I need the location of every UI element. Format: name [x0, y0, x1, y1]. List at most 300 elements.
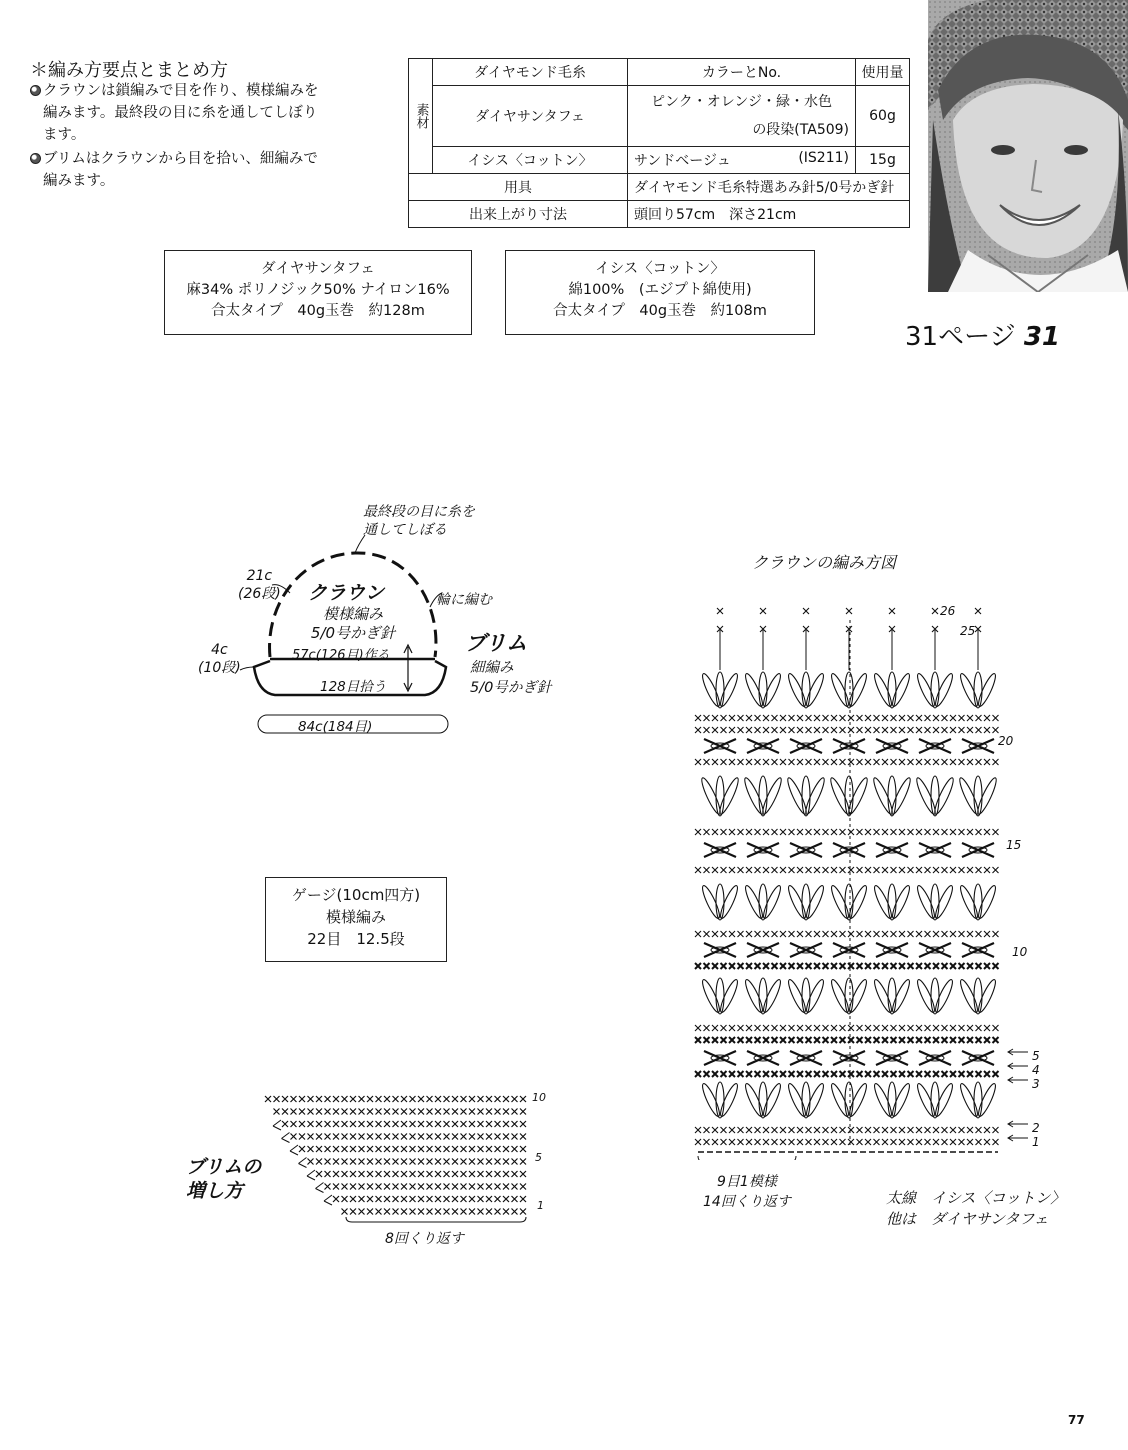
- single-crochet-symbol: [865, 759, 871, 765]
- single-crochet-symbol: [520, 1146, 526, 1152]
- chain-loop-symbol: [804, 978, 826, 1014]
- single-crochet-symbol: [942, 931, 948, 937]
- single-crochet-symbol: [942, 727, 948, 733]
- single-crochet-symbol: [780, 931, 786, 937]
- single-crochet-symbol: [342, 1096, 348, 1102]
- round-note: 輪に編む: [436, 592, 492, 608]
- single-crochet-symbol: [712, 1139, 718, 1145]
- single-crochet-symbol: [848, 1127, 854, 1133]
- title-line: ブリムの: [186, 1156, 262, 1178]
- single-crochet-symbol: [797, 759, 803, 765]
- single-crochet-symbol: [848, 931, 854, 937]
- yarn-name: ダイヤサンタフェ: [261, 261, 375, 277]
- single-crochet-symbol: [342, 1121, 348, 1127]
- chain-loop-symbol: [976, 672, 998, 708]
- single-crochet-symbol: [427, 1121, 433, 1127]
- single-crochet-symbol: [410, 1146, 416, 1152]
- single-crochet-symbol: [308, 1096, 314, 1102]
- single-crochet-symbol: [478, 1121, 484, 1127]
- single-crochet-symbol: [984, 1071, 990, 1077]
- tools-value: ダイヤモンド毛糸特選あみ針5/0号かぎ針: [628, 174, 910, 201]
- single-crochet-symbol: [367, 1171, 373, 1177]
- chain-loop-symbol: [761, 672, 783, 708]
- chain-loop-symbol: [716, 1082, 724, 1118]
- single-crochet-symbol: [823, 931, 829, 937]
- cast-on-label: 57c(126目)作る: [292, 648, 390, 663]
- chain-loop-symbol: [933, 978, 955, 1014]
- chain-loop-symbol: [829, 672, 851, 708]
- single-crochet-symbol: [274, 1109, 280, 1115]
- crown-row-5: 5: [1032, 1049, 1040, 1063]
- single-crochet-symbol: [712, 931, 718, 937]
- increase-symbol: [307, 1170, 315, 1180]
- single-crochet-symbol: [729, 1037, 735, 1043]
- single-crochet-symbol: [721, 1139, 727, 1145]
- crown-chart: [690, 600, 1050, 1160]
- single-crochet-symbol: [367, 1134, 373, 1140]
- single-crochet-symbol: [738, 1037, 744, 1043]
- single-crochet-symbol: [865, 1139, 871, 1145]
- single-crochet-symbol: [359, 1096, 365, 1102]
- single-crochet-symbol: [712, 1127, 718, 1133]
- chain-loop-symbol: [716, 978, 724, 1014]
- single-crochet-symbol: [755, 1139, 761, 1145]
- single-crochet-symbol: [452, 1146, 458, 1152]
- single-crochet-symbol: [384, 1196, 390, 1202]
- single-crochet-symbol: [874, 727, 880, 733]
- single-crochet-symbol: [393, 1134, 399, 1140]
- single-crochet-symbol: [882, 867, 888, 873]
- single-crochet-symbol: [520, 1171, 526, 1177]
- single-crochet-symbol: [840, 1025, 846, 1031]
- single-crochet-symbol: [495, 1209, 501, 1215]
- single-crochet-symbol: [763, 1139, 769, 1145]
- single-crochet-symbol: [959, 727, 965, 733]
- single-crochet-symbol: [925, 759, 931, 765]
- single-crochet-symbol: [823, 867, 829, 873]
- single-crochet-symbol: [695, 1139, 701, 1145]
- single-crochet-symbol: [721, 759, 727, 765]
- crown-hook: 5/0号かぎ針: [310, 624, 396, 642]
- single-crochet-symbol: [746, 727, 752, 733]
- single-crochet-symbol: [908, 759, 914, 765]
- single-crochet-symbol: [874, 1037, 880, 1043]
- single-crochet-symbol: [814, 1071, 820, 1077]
- single-crochet-symbol: [359, 1121, 365, 1127]
- single-crochet-symbol: [925, 1127, 931, 1133]
- single-crochet-symbol: [712, 829, 718, 835]
- single-crochet-symbol: [814, 1037, 820, 1043]
- single-crochet-symbol: [503, 1109, 509, 1115]
- chain-loop-symbol: [888, 884, 896, 920]
- single-crochet-symbol: [840, 1071, 846, 1077]
- crown-row-10: 10: [1012, 945, 1028, 959]
- single-crochet-symbol: [427, 1134, 433, 1140]
- single-crochet-symbol: [410, 1121, 416, 1127]
- single-crochet-symbol: [755, 1071, 761, 1077]
- single-crochet-symbol: [461, 1209, 467, 1215]
- single-crochet-symbol: [840, 727, 846, 733]
- single-crochet-symbol: [444, 1159, 450, 1165]
- single-crochet-symbol: [410, 1096, 416, 1102]
- chain-loop-symbol: [847, 672, 869, 708]
- single-crochet-symbol: [452, 1121, 458, 1127]
- single-crochet-symbol: [512, 1121, 518, 1127]
- single-crochet-symbol: [746, 867, 752, 873]
- gauge-values: 22目 12.5段: [307, 930, 405, 948]
- single-crochet-symbol: [393, 1121, 399, 1127]
- single-crochet-symbol: [772, 963, 778, 969]
- single-crochet-symbol: [891, 1071, 897, 1077]
- single-crochet-symbol: [704, 1139, 710, 1145]
- chain-loop-symbol: [933, 884, 955, 920]
- single-crochet-symbol: [916, 1025, 922, 1031]
- single-crochet-symbol: [763, 963, 769, 969]
- single-crochet-symbol: [942, 1037, 948, 1043]
- single-crochet-symbol: [410, 1209, 416, 1215]
- single-crochet-symbol: [503, 1209, 509, 1215]
- single-crochet-symbol: [976, 1025, 982, 1031]
- single-crochet-symbol: [512, 1146, 518, 1152]
- instruction-line: クラウンは鎖編みで目を作り、模様編みを: [43, 83, 319, 99]
- single-crochet-symbol: [925, 931, 931, 937]
- single-crochet-symbol: [325, 1146, 331, 1152]
- single-crochet-symbol: [797, 727, 803, 733]
- single-crochet-symbol: [857, 867, 863, 873]
- crown-row-15: 15: [1006, 838, 1022, 852]
- single-crochet-symbol: [755, 1127, 761, 1133]
- single-crochet-symbol: [908, 963, 914, 969]
- single-crochet-symbol: [333, 1196, 339, 1202]
- single-crochet-symbol: [503, 1184, 509, 1190]
- single-crochet-symbol: [746, 715, 752, 721]
- single-crochet-symbol: [308, 1159, 314, 1165]
- cross-stitch-symbol: [962, 843, 994, 857]
- brim-width-label: 84c(184目): [298, 719, 373, 735]
- single-crochet-symbol: [789, 1071, 795, 1077]
- single-crochet-symbol: [908, 727, 914, 733]
- single-crochet-symbol: [942, 829, 948, 835]
- instructions-title: ＊編み方要点とまとめ方: [30, 60, 228, 81]
- single-crochet-symbol: [444, 1146, 450, 1152]
- single-crochet-symbol: [797, 867, 803, 873]
- single-crochet-symbol: [823, 1127, 829, 1133]
- brim-height: 4c: [211, 642, 228, 658]
- single-crochet-symbol: [925, 1025, 931, 1031]
- chain-loop-symbol: [890, 978, 912, 1014]
- single-crochet-symbol: [806, 829, 812, 835]
- single-crochet-symbol: [704, 867, 710, 873]
- single-crochet-symbol: [712, 1037, 718, 1043]
- single-crochet-symbol: [831, 759, 837, 765]
- single-crochet-symbol: [452, 1196, 458, 1202]
- single-crochet-symbol: [316, 1171, 322, 1177]
- single-crochet-symbol: [797, 715, 803, 721]
- single-crochet-symbol: [401, 1134, 407, 1140]
- single-crochet-symbol: [823, 829, 829, 835]
- chain-loop-symbol: [743, 1082, 765, 1118]
- single-crochet-symbol: [806, 1071, 812, 1077]
- single-crochet-symbol: [401, 1196, 407, 1202]
- single-crochet-symbol: [780, 1139, 786, 1145]
- single-crochet-symbol: [916, 867, 922, 873]
- single-crochet-symbol: [695, 1127, 701, 1133]
- note-cinch: [363, 503, 475, 539]
- single-crochet-symbol: [925, 715, 931, 721]
- single-crochet-symbol: [435, 1146, 441, 1152]
- single-crochet-symbol: [975, 608, 981, 614]
- single-crochet-symbol: [831, 1025, 837, 1031]
- single-crochet-symbol: [444, 1121, 450, 1127]
- single-crochet-symbol: [814, 727, 820, 733]
- single-crochet-symbol: [738, 715, 744, 721]
- single-crochet-symbol: [410, 1134, 416, 1140]
- single-crochet-symbol: [333, 1171, 339, 1177]
- single-crochet-symbol: [916, 715, 922, 721]
- crown-row-2: 2: [1032, 1121, 1040, 1135]
- single-crochet-symbol: [891, 759, 897, 765]
- single-crochet-symbol: [495, 1096, 501, 1102]
- single-crochet-symbol: [359, 1196, 365, 1202]
- single-crochet-symbol: [763, 727, 769, 733]
- single-crochet-symbol: [959, 963, 965, 969]
- single-crochet-symbol: [984, 727, 990, 733]
- cross-stitch-symbol: [919, 739, 951, 753]
- single-crochet-symbol: [291, 1121, 297, 1127]
- model-photo: [928, 0, 1128, 292]
- single-crochet-symbol: [461, 1184, 467, 1190]
- single-crochet-symbol: [814, 1139, 820, 1145]
- single-crochet-symbol: [857, 1139, 863, 1145]
- single-crochet-symbol: [512, 1184, 518, 1190]
- brim-hook: 5/0号かぎ針: [470, 680, 552, 696]
- single-crochet-symbol: [908, 829, 914, 835]
- single-crochet-symbol: [384, 1146, 390, 1152]
- single-crochet-symbol: [908, 1127, 914, 1133]
- single-crochet-symbol: [401, 1171, 407, 1177]
- single-crochet-symbol: [993, 1127, 999, 1133]
- single-crochet-symbol: [882, 829, 888, 835]
- single-crochet-symbol: [993, 1139, 999, 1145]
- single-crochet-symbol: [729, 1139, 735, 1145]
- single-crochet-symbol: [891, 963, 897, 969]
- single-crochet-symbol: [401, 1209, 407, 1215]
- single-crochet-symbol: [721, 963, 727, 969]
- single-crochet-symbol: [763, 759, 769, 765]
- single-crochet-symbol: [299, 1146, 305, 1152]
- header-amount: 使用量: [856, 59, 910, 86]
- single-crochet-symbol: [789, 829, 795, 835]
- single-crochet-symbol: [333, 1096, 339, 1102]
- single-crochet-symbol: [916, 1139, 922, 1145]
- single-crochet-symbol: [908, 1139, 914, 1145]
- instruction-crown: [30, 80, 319, 146]
- gauge-stitch: 模様編み: [325, 908, 386, 926]
- single-crochet-symbol: [299, 1109, 305, 1115]
- chain-loop-symbol: [872, 884, 894, 920]
- single-crochet-symbol: [772, 1127, 778, 1133]
- single-crochet-symbol: [993, 727, 999, 733]
- single-crochet-symbol: [925, 829, 931, 835]
- brim-height-label: [198, 641, 241, 677]
- chain-loop-symbol: [890, 884, 912, 920]
- row1-yarn: ダイヤサンタフェ: [433, 86, 628, 147]
- single-crochet-symbol: [763, 1037, 769, 1043]
- single-crochet-symbol: [933, 963, 939, 969]
- instruction-line: ます。: [43, 127, 86, 143]
- single-crochet-symbol: [780, 963, 786, 969]
- single-crochet-symbol: [384, 1184, 390, 1190]
- single-crochet-symbol: [959, 931, 965, 937]
- single-crochet-symbol: [461, 1096, 467, 1102]
- single-crochet-symbol: [418, 1196, 424, 1202]
- single-crochet-symbol: [704, 727, 710, 733]
- single-crochet-symbol: [350, 1159, 356, 1165]
- single-crochet-symbol: [789, 1127, 795, 1133]
- single-crochet-symbol: [444, 1171, 450, 1177]
- single-crochet-symbol: [376, 1109, 382, 1115]
- chain-loop-symbol: [933, 672, 955, 708]
- single-crochet-symbol: [789, 963, 795, 969]
- single-crochet-symbol: [520, 1196, 526, 1202]
- single-crochet-symbol: [512, 1134, 518, 1140]
- single-crochet-symbol: [299, 1096, 305, 1102]
- single-crochet-symbol: [418, 1184, 424, 1190]
- single-crochet-symbol: [984, 931, 990, 937]
- single-crochet-symbol: [916, 931, 922, 937]
- single-crochet-symbol: [704, 1071, 710, 1077]
- single-crochet-symbol: [469, 1146, 475, 1152]
- single-crochet-symbol: [738, 1025, 744, 1031]
- single-crochet-symbol: [840, 1127, 846, 1133]
- single-crochet-symbol: [478, 1171, 484, 1177]
- chain-loop-symbol: [872, 672, 894, 708]
- single-crochet-symbol: [874, 1127, 880, 1133]
- single-crochet-symbol: [418, 1146, 424, 1152]
- single-crochet-symbol: [874, 829, 880, 835]
- yarn-weight: 合太タイプ 40g玉巻 約108m: [553, 303, 767, 319]
- single-crochet-symbol: [916, 963, 922, 969]
- single-crochet-symbol: [418, 1209, 424, 1215]
- cross-stitch-symbol: [876, 1051, 908, 1065]
- single-crochet-symbol: [933, 867, 939, 873]
- single-crochet-symbol: [376, 1121, 382, 1127]
- single-crochet-symbol: [325, 1171, 331, 1177]
- single-crochet-symbol: [806, 727, 812, 733]
- single-crochet-symbol: [729, 715, 735, 721]
- single-crochet-symbol: [503, 1146, 509, 1152]
- single-crochet-symbol: [882, 1127, 888, 1133]
- single-crochet-symbol: [308, 1109, 314, 1115]
- single-crochet-symbol: [814, 963, 820, 969]
- single-crochet-symbol: [704, 1127, 710, 1133]
- single-crochet-symbol: [512, 1196, 518, 1202]
- single-crochet-symbol: [704, 829, 710, 835]
- single-crochet-symbol: [746, 1025, 752, 1031]
- single-crochet-symbol: [503, 1134, 509, 1140]
- single-crochet-symbol: [984, 963, 990, 969]
- row2-color-no: (IS211): [798, 150, 849, 166]
- single-crochet-symbol: [721, 867, 727, 873]
- single-crochet-symbol: [393, 1159, 399, 1165]
- single-crochet-symbol: [376, 1096, 382, 1102]
- single-crochet-symbol: [831, 1127, 837, 1133]
- single-crochet-symbol: [746, 1127, 752, 1133]
- cross-stitch-symbol: [876, 943, 908, 957]
- single-crochet-symbol: [882, 1025, 888, 1031]
- single-crochet-symbol: [325, 1134, 331, 1140]
- chain-loop-symbol: [888, 672, 896, 708]
- single-crochet-symbol: [797, 1127, 803, 1133]
- single-crochet-symbol: [342, 1171, 348, 1177]
- single-crochet-symbol: [976, 715, 982, 721]
- single-crochet-symbol: [316, 1146, 322, 1152]
- single-crochet-symbol: [717, 608, 723, 614]
- single-crochet-symbol: [712, 727, 718, 733]
- single-crochet-symbol: [925, 1037, 931, 1043]
- single-crochet-symbol: [814, 867, 820, 873]
- single-crochet-symbol: [452, 1109, 458, 1115]
- single-crochet-symbol: [729, 759, 735, 765]
- single-crochet-symbol: [967, 1037, 973, 1043]
- title-line: 増し方: [186, 1180, 244, 1202]
- single-crochet-symbol: [282, 1121, 288, 1127]
- single-crochet-symbol: [933, 715, 939, 721]
- single-crochet-symbol: [933, 1037, 939, 1043]
- single-crochet-symbol: [857, 829, 863, 835]
- single-crochet-symbol: [959, 1139, 965, 1145]
- single-crochet-symbol: [350, 1184, 356, 1190]
- single-crochet-symbol: [729, 727, 735, 733]
- chain-loop-symbol: [761, 884, 783, 920]
- single-crochet-symbol: [316, 1134, 322, 1140]
- row2-amount: 15g: [856, 147, 910, 174]
- single-crochet-symbol: [350, 1109, 356, 1115]
- chain-loop-symbol: [976, 1082, 998, 1118]
- single-crochet-symbol: [823, 963, 829, 969]
- single-crochet-symbol: [469, 1096, 475, 1102]
- single-crochet-symbol: [848, 1037, 854, 1043]
- single-crochet-symbol: [350, 1209, 356, 1215]
- single-crochet-symbol: [418, 1109, 424, 1115]
- single-crochet-symbol: [746, 829, 752, 835]
- single-crochet-symbol: [478, 1096, 484, 1102]
- single-crochet-symbol: [950, 1025, 956, 1031]
- single-crochet-symbol: [342, 1159, 348, 1165]
- single-crochet-symbol: [435, 1159, 441, 1165]
- single-crochet-symbol: [444, 1134, 450, 1140]
- single-crochet-symbol: [695, 727, 701, 733]
- single-crochet-symbol: [831, 1037, 837, 1043]
- single-crochet-symbol: [797, 1025, 803, 1031]
- single-crochet-symbol: [840, 715, 846, 721]
- single-crochet-symbol: [891, 931, 897, 937]
- chain-loop-symbol: [802, 1082, 810, 1118]
- single-crochet-symbol: [959, 1025, 965, 1031]
- single-crochet-symbol: [891, 829, 897, 835]
- single-crochet-symbol: [967, 867, 973, 873]
- single-crochet-symbol: [712, 963, 718, 969]
- single-crochet-symbol: [967, 1071, 973, 1077]
- single-crochet-symbol: [755, 759, 761, 765]
- single-crochet-symbol: [814, 931, 820, 937]
- single-crochet-symbol: [899, 963, 905, 969]
- single-crochet-symbol: [435, 1121, 441, 1127]
- cross-stitch-symbol: [747, 1051, 779, 1065]
- size-value: 頭回り57cm 深さ21cm: [628, 201, 910, 228]
- single-crochet-symbol: [874, 867, 880, 873]
- single-crochet-symbol: [444, 1209, 450, 1215]
